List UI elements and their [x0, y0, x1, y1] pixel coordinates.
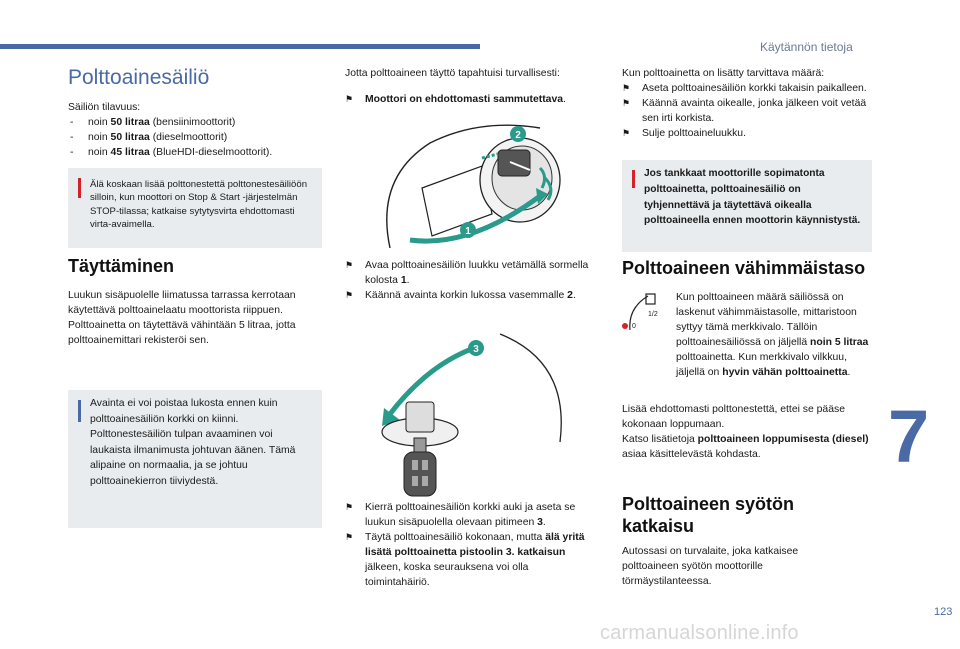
step-item: ⚑ Käännä avainta korkin lukossa vasemmalle 2.	[345, 288, 595, 303]
warning-marker	[78, 178, 81, 198]
safety-intro: Jotta polttoaineen täyttö tapahtuisi turvallisesti:	[345, 68, 560, 79]
capacity-list	[68, 115, 328, 160]
capacity-item: - noin 50 litraa (dieselmoottorit)	[68, 130, 328, 145]
step-item: ⚑ Aseta polttoainesäiliön korkki takaisin paikalleen.	[622, 81, 876, 96]
steps-open	[345, 258, 595, 303]
fuel-warning-text: Jos tankkaat moottorille sopimatonta polttoainetta, polttoainesäiliö on tyhjennettävä ja täytettävä oikealla polttoaineella ennen moottorin käynnistystä.	[644, 168, 861, 227]
step-engine-off: ⚑ Moottori on ehdottomasti sammutettava.	[345, 92, 607, 107]
step-item: ⚑ Kierrä polttoainesäiliön korkki auki ja aseta se luukun sisäpuolella olevaan pitimeen 3.	[345, 500, 595, 530]
fuel-flap-open-illustration	[370, 118, 570, 248]
step-item: ⚑ Avaa polttoainesäiliön luukku vetämällä sormella kolosta 1.	[345, 258, 595, 288]
min-level-text: Kun polttoaineen määrä säiliössä on laskenut vähimmäistasolle, mittaristoon syttyy tämä merkkivalo. Tällöin polttoainesäiliössä on jäljellä noin 5 litraa polttoainetta. Kun merkkivalo vilkkuu, jäljellä on hyvin vähän polttoainetta.	[676, 292, 869, 378]
filling-text: Luukun sisäpuolelle liimatussa tarrassa kerrotaan käytettävä polttoainelaatu moottorista riippuen.	[68, 290, 296, 316]
callout-1: 1	[465, 226, 471, 237]
cutoff-heading: Polttoaineen syötön katkaisu	[622, 494, 795, 536]
fuel-cap-holder-illustration	[370, 332, 570, 498]
filling-text-2: Polttoainetta on täytettävä vähintään 5 litraa, jotta polttoainemittari rekisteröi sen.	[68, 320, 296, 346]
info-marker	[78, 400, 81, 422]
callout-3: 3	[473, 344, 479, 355]
after-fill-block	[622, 66, 876, 141]
low-fuel-indicator-icon	[622, 323, 628, 329]
advice-text-2: Katso lisätietoja polttoaineen loppumisesta (diesel) asiaa käsittelevästä kohdasta.	[622, 434, 869, 460]
fuel-pump-icon	[646, 294, 655, 304]
page-title: Polttoainesäiliö	[68, 66, 210, 89]
warning-box	[68, 168, 322, 248]
after-fill-intro: Kun polttoainetta on lisätty tarvittava määrä:	[622, 68, 825, 79]
steps-fill	[345, 500, 595, 590]
fuel-warning-box	[622, 160, 872, 252]
cutoff-text: Autossasi on turvalaite, joka katkaisee polttoaineen syötön moottorille törmäystilanteessa.	[622, 546, 799, 587]
warning-text: Älä koskaan lisää polttonestettä polttonestesäiliöön silloin, kun moottori on Stop & Start -järjestelmän STOP-tilassa; katkaise sytytysvirta ehdottomasti virta-avaimella.	[90, 179, 308, 231]
step-item: ⚑ Sulje polttoaineluukku.	[622, 126, 876, 141]
capacity-item: - noin 50 litraa (bensiinimoottorit)	[68, 115, 328, 130]
info-box	[68, 390, 322, 528]
watermark: carmanualsonline.info	[600, 622, 799, 644]
gauge-label-zero: 0	[632, 323, 636, 330]
warning-marker	[632, 170, 635, 188]
advice-text: Lisää ehdottomasti polttonestettä, ettei se pääse kokonaan loppumaan.	[622, 404, 845, 430]
step-item: ⚑ Täytä polttoainesäiliö kokonaan, mutta älä yritä lisätä polttoainetta pistoolin 3. katkaisun jälkeen, koska seurauksena voi olla toimintahäiriö.	[345, 530, 595, 590]
capacity-item: - noin 45 litraa (BlueHDI-dieselmoottorit).	[68, 145, 328, 160]
capacity-block	[68, 100, 328, 160]
fuel-gauge-icon	[618, 288, 668, 338]
capacity-intro: Säiliön tilavuus:	[68, 102, 141, 113]
header-bar	[0, 44, 480, 49]
min-level-heading: Polttoaineen vähimmäistaso	[622, 258, 866, 278]
chapter-number: 7	[888, 395, 930, 478]
callout-2: 2	[515, 130, 521, 141]
page-number: 123	[934, 606, 953, 618]
section-title: Käytännön tietoja	[760, 40, 853, 54]
filling-paragraph	[68, 288, 318, 348]
info-text: Avainta ei voi poistaa lukosta ennen kuin polttoainesäiliön korkki on kiinni. Polttonestesäiliön tulpan avaaminen voi laukaista ilmanimusta johtuvan äänen. Tämä alipaine on normaalia, ja se johtuu polttoainekierron tiiviydestä.	[90, 398, 296, 487]
gauge-label-half: 1/2	[648, 311, 658, 318]
filling-heading: Täyttäminen	[68, 256, 175, 276]
step-item: ⚑ Käännä avainta oikealle, jonka jälkeen voit vetää sen irti korkista.	[622, 96, 876, 126]
advice-paragraph	[622, 402, 876, 462]
